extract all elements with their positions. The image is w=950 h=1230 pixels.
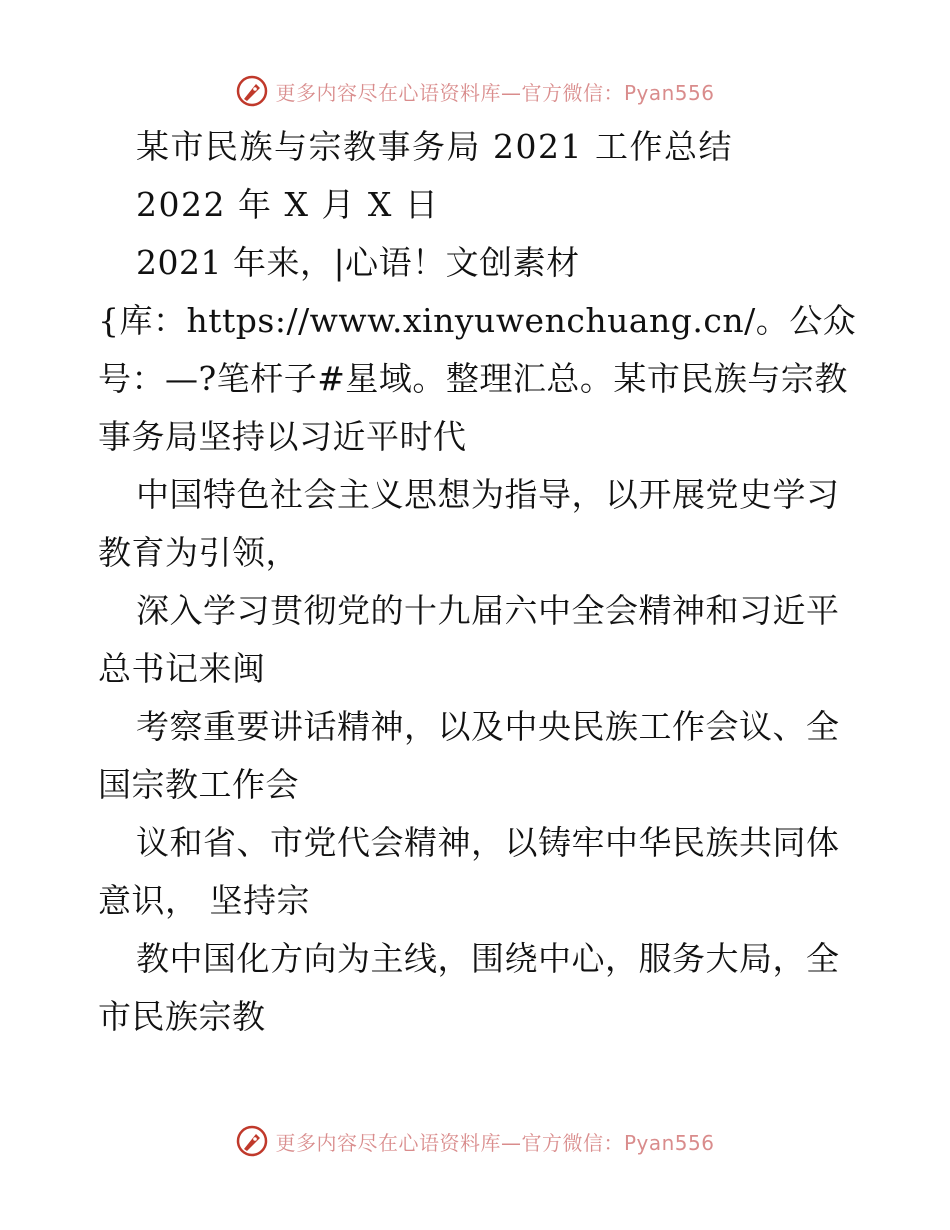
paragraph-line: 中国特色社会主义思想为指导，以开展党史学习 [136,475,840,514]
pen-nib-logo-icon [235,74,269,108]
document-title: 某市民族与宗教事务局 2021 工作总结 [136,127,733,166]
paragraph-line: 教中国化方向为主线，围绕中心，服务大局，全 [136,939,840,978]
paragraph-line: {库：https://www.xinyuwenchuang.cn/。公众 [98,301,857,340]
paragraph-line: 意识， 坚持宗 [98,881,310,920]
paragraph-line: 市民族宗教 [98,997,266,1036]
paragraph-line: 考察重要讲话精神，以及中央民族工作会议、全 [136,707,840,746]
watermark-text: 更多内容尽在心语资料库—官方微信：Pyan556 [275,1130,715,1155]
paragraph-line: 深入学习贯彻党的十九届六中全会精神和习近平 [136,591,840,630]
paragraph-line: 教育为引领， [98,533,299,572]
paragraph-line: 总书记来闽 [98,649,266,688]
document-date: 2022 年 X 月 X 日 [136,185,440,224]
pen-nib-logo-icon [235,1124,269,1158]
paragraph-line: 事务局坚持以习近平时代 [98,417,467,456]
paragraph-line: 号：—?笔杆子#星域。整理汇总。某市民族与宗教 [98,359,848,398]
paragraph-line: 国宗教工作会 [98,765,299,804]
footer-watermark-banner [0,1121,950,1161]
document-body [98,118,858,1046]
watermark-text: 更多内容尽在心语资料库—官方微信：Pyan556 [275,80,715,105]
header-watermark-banner [0,71,950,111]
paragraph-line: 2021 年来，|心语！文创素材 [136,243,580,282]
paragraph-line: 议和省、市党代会精神，以铸牢中华民族共同体 [136,823,840,862]
